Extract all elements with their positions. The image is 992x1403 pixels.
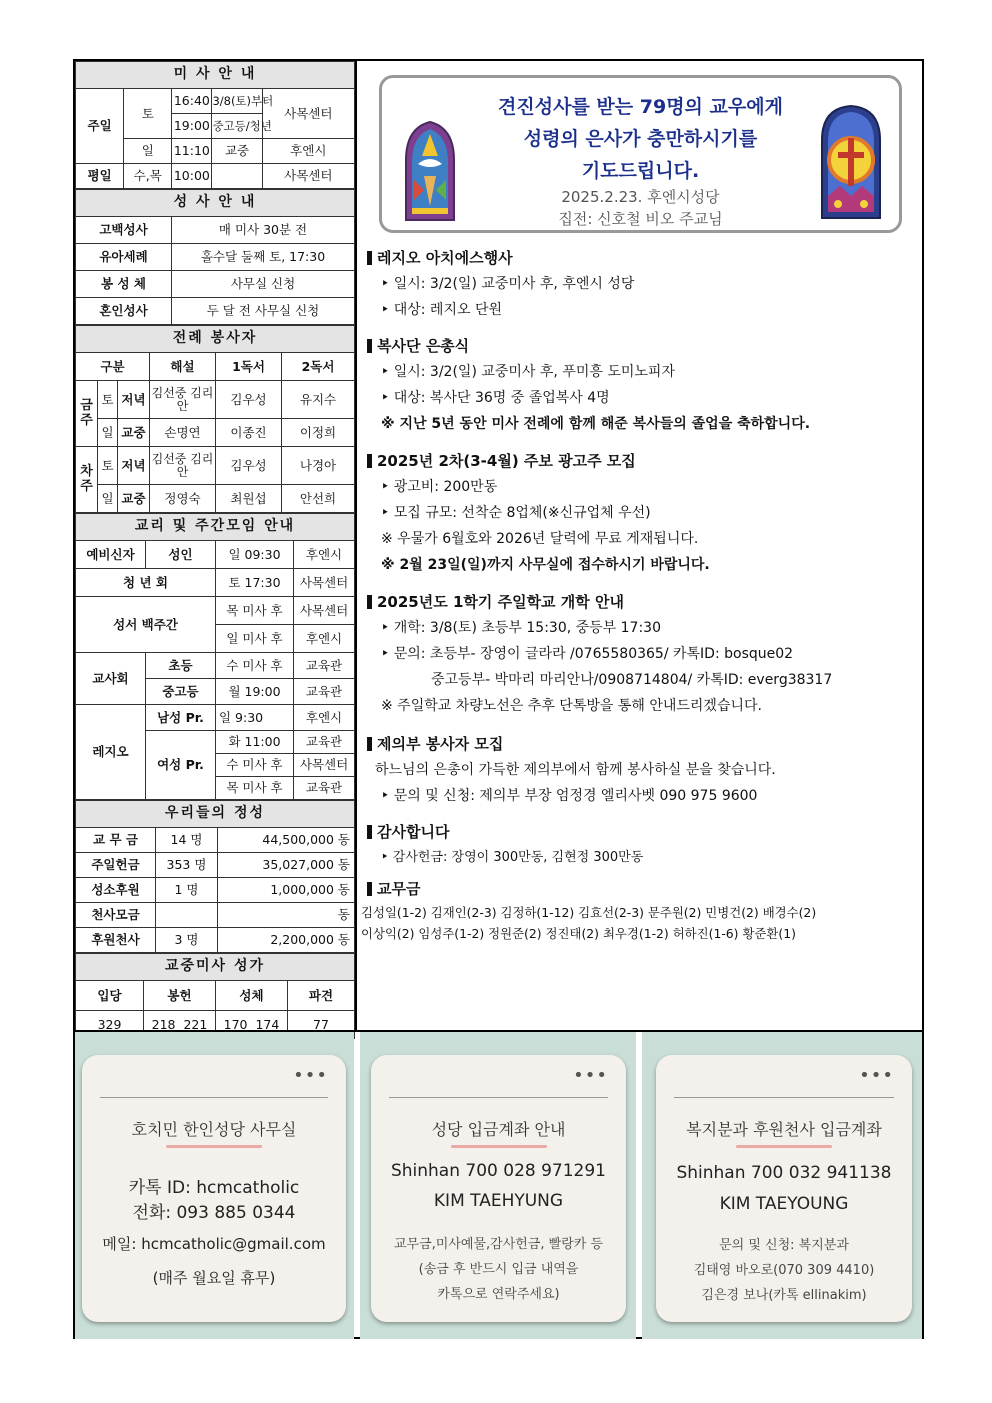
- reader-2: 이정희: [282, 419, 355, 447]
- hymns-table: [75, 953, 355, 1039]
- servers-header: 해설: [150, 353, 216, 381]
- notice-item: 중고등부- 박마리 마리안나/0908714804/ 카톡ID: everg38317: [431, 672, 833, 688]
- mass-place: 후엔시: [262, 139, 354, 164]
- offering-name: 천사모금: [76, 903, 156, 928]
- offering-count: 353 명: [156, 853, 218, 878]
- reader-1: 김우성: [216, 381, 282, 419]
- card-divider: [674, 1097, 894, 1098]
- sacrament-desc: 두 달 전 사무실 신청: [172, 298, 355, 325]
- welfare-account-card: [656, 1055, 912, 1322]
- banner-line-3: 기도드립니다.: [581, 160, 700, 182]
- meeting-place: 사목센터: [294, 569, 355, 597]
- notice-vestry: [367, 731, 776, 809]
- server-kind: 교중: [118, 419, 150, 447]
- next-week-label: 차주: [76, 447, 98, 513]
- meeting-sub: 중고등: [146, 679, 216, 705]
- bulletin-frame: [73, 59, 924, 1339]
- notice-title: 레지오 아치에스행사: [377, 249, 513, 267]
- sacrament-name: 고백성사: [76, 217, 172, 244]
- notice-title: 교무금: [377, 880, 421, 898]
- bank-account: Shinhan 700 032 941138: [676, 1163, 892, 1183]
- panel-office: [75, 1032, 354, 1339]
- card-divider: [100, 1097, 328, 1098]
- servers-header: 구분: [76, 353, 150, 381]
- offerings-title: 우리들의 정성: [76, 801, 355, 828]
- offering-amount: 동: [218, 903, 355, 928]
- notice-item: 하느님의 은총이 가득한 제의부에서 함께 봉사하실 분을 찾습니다.: [375, 762, 776, 778]
- sunday-label: 주일: [76, 89, 124, 164]
- notice-item: ‣ 모집 규모: 선착순 8업체(※신규업체 우선): [381, 505, 651, 521]
- hymns-title: 교중미사 성가: [76, 954, 355, 981]
- notice-item: ‣ 문의 및 신청: 제의부 부장 엄정경 엘리사벳 090 975 9600: [381, 788, 758, 804]
- card-title: 복지분과 후원천사 입금계좌: [686, 1120, 882, 1139]
- notice-title: 복사단 은총식: [377, 337, 470, 355]
- server-day: 토: [98, 447, 118, 485]
- mass-time: 19:00: [172, 114, 212, 139]
- notice-advertisers: [367, 448, 710, 578]
- panel-welfare-account: [642, 1032, 922, 1339]
- dues-list-line: 이상익(2) 임성주(1-2) 정원준(2) 정진태(2) 최우경(1-2) 허하진(1-6) 황준환(1): [361, 926, 796, 941]
- account-note: (송금 후 반드시 입금 내역을: [418, 1262, 579, 1277]
- hymn-number: 218 221: [144, 1011, 216, 1039]
- mass-desc: 3/8(토)부터: [212, 89, 262, 114]
- server-day: 토: [98, 381, 118, 419]
- offering-amount: 35,027,000 동: [218, 853, 355, 878]
- meeting-sub: 초등: [146, 653, 216, 679]
- mass-time: 10:00: [172, 164, 212, 189]
- sacraments-table: [75, 189, 355, 325]
- sacrament-desc: 사무실 신청: [172, 271, 355, 298]
- meetings-title: 교리 및 주간모임 안내: [76, 514, 355, 541]
- sacrament-name: 혼인성사: [76, 298, 172, 325]
- account-note: 카톡으로 연락주세요): [437, 1287, 560, 1302]
- notice-item: ‣ 개학: 3/8(토) 초등부 15:30, 중등부 17:30: [381, 620, 661, 636]
- offerings-table: [75, 800, 355, 953]
- server-kind: 교중: [118, 485, 150, 513]
- meeting-sub: 여성 Pr.: [146, 731, 216, 800]
- meetings-table: [75, 513, 355, 800]
- mass-day: 일: [124, 139, 172, 164]
- meeting-place: 후엔시: [294, 541, 355, 569]
- meeting-place: 교육관: [294, 653, 355, 679]
- mass-place: 사목센터: [262, 89, 354, 139]
- reader-1: 최원섭: [216, 485, 282, 513]
- right-column: [357, 61, 924, 1030]
- server-kind: 저녁: [118, 381, 150, 419]
- sacrament-desc: 매 미사 30분 전: [172, 217, 355, 244]
- meeting-time: 월 19:00: [216, 679, 294, 705]
- mass-desc: [212, 164, 262, 189]
- contact-note: 문의 및 신청: 복지분과: [719, 1238, 849, 1253]
- offering-amount: 2,200,000 동: [218, 928, 355, 953]
- meeting-time: 일 09:30: [216, 541, 294, 569]
- server-day: 일: [98, 485, 118, 513]
- notice-title: 2025년 2차(3-4월) 주보 광고주 모집: [377, 452, 636, 470]
- sacraments-title: 성 사 안 내: [76, 190, 355, 217]
- servers-header: 2독서: [282, 353, 355, 381]
- kakao-id: 카톡 ID: hcmcatholic: [128, 1178, 300, 1198]
- servers-table: [75, 325, 355, 513]
- mass-day: 수,목: [124, 164, 172, 189]
- meeting-time: 수 미사 후: [216, 754, 294, 777]
- card-title: 성당 입금계좌 안내: [431, 1120, 566, 1139]
- offering-amount: 44,500,000 동: [218, 828, 355, 853]
- offering-name: 주일헌금: [76, 853, 156, 878]
- contact-person: 김은경 보나(카톡 ellinakim): [701, 1288, 867, 1303]
- church-account-card: [371, 1055, 626, 1322]
- reader-2: 나경아: [282, 447, 355, 485]
- notice-thanks: [367, 819, 643, 871]
- phone: 전화: 093 885 0344: [132, 1203, 296, 1223]
- server-day: 일: [98, 419, 118, 447]
- mass-desc: 교중: [212, 139, 262, 164]
- offering-name: 성소후원: [76, 878, 156, 903]
- meeting-place: 교육관: [294, 679, 355, 705]
- meeting-time: 목 미사 후: [216, 597, 294, 625]
- meeting-time: 일 9:30: [216, 705, 294, 731]
- title-underline: [166, 1145, 262, 1148]
- reader-1: 이종진: [216, 419, 282, 447]
- meeting-place: 교육관: [294, 777, 355, 800]
- meeting-place: 교육관: [294, 731, 355, 754]
- hymn-number: 170 174: [216, 1011, 288, 1039]
- mass-place: 사목센터: [262, 164, 354, 189]
- notice-item: ※ 2월 23일(일)까지 사무실에 접수하시기 바랍니다.: [381, 557, 710, 573]
- mass-time: 16:40: [172, 89, 212, 114]
- more-icon[interactable]: •••: [293, 1065, 328, 1086]
- reader-2: 유지수: [282, 381, 355, 419]
- saturday-label: 토: [124, 89, 172, 139]
- notice-dues: [361, 876, 817, 944]
- email[interactable]: 메일: hcmcatholic@gmail.com: [102, 1235, 326, 1253]
- notice-item: ※ 우물가 6월호와 2026년 달력에 무료 게재됩니다.: [381, 531, 699, 547]
- hymn-header: 봉헌: [144, 981, 216, 1011]
- offering-count: 14 명: [156, 828, 218, 853]
- meeting-sub: 성인: [146, 541, 216, 569]
- meeting-name: 레지오: [76, 705, 146, 800]
- meeting-place: 사목센터: [294, 754, 355, 777]
- hymn-number: 329: [76, 1011, 144, 1039]
- office-card: [82, 1055, 346, 1322]
- left-column: [75, 61, 357, 1030]
- weekday-label: 평일: [76, 164, 124, 189]
- offering-amount: 1,000,000 동: [218, 878, 355, 903]
- offering-name: 교 무 금: [76, 828, 156, 853]
- meeting-name: 성서 백주간: [76, 597, 216, 653]
- meeting-time: 수 미사 후: [216, 653, 294, 679]
- meeting-name: 청 년 회: [76, 569, 216, 597]
- meeting-name: 교사회: [76, 653, 146, 705]
- notice-item: ‣ 문의: 초등부- 장영이 글라라 /0765580365/ 카톡ID: bosque02: [381, 646, 794, 662]
- servers-header: 1독서: [216, 353, 282, 381]
- notice-item: ‣ 광고비: 200만동: [381, 479, 498, 495]
- hymn-number: 77: [288, 1011, 355, 1039]
- server-kind: 저녁: [118, 447, 150, 485]
- offering-count: 3 명: [156, 928, 218, 953]
- more-icon[interactable]: •••: [573, 1065, 608, 1086]
- notice-title: 감사합니다: [377, 823, 450, 841]
- panel-church-account: [360, 1032, 636, 1339]
- this-week-label: 금주: [76, 381, 98, 447]
- notice-item: ※ 지난 5년 동안 미사 전례에 함께 해준 복사들의 졸업을 축하합니다.: [381, 416, 811, 432]
- hymn-header: 성체: [216, 981, 288, 1011]
- sacrament-desc: 홀수달 둘째 토, 17:30: [172, 244, 355, 271]
- card-title: 호치민 한인성당 사무실: [131, 1120, 297, 1139]
- title-underline: [736, 1145, 832, 1148]
- mass-time: 11:10: [172, 139, 212, 164]
- sacrament-name: 유아세례: [76, 244, 172, 271]
- title-underline: [451, 1145, 547, 1148]
- card-divider: [389, 1097, 608, 1098]
- account-holder: KIM TAEYOUNG: [719, 1194, 849, 1214]
- notice-altar-servers: [367, 333, 810, 437]
- commentator: 정영숙: [150, 485, 216, 513]
- commentator: 김선중 김리안: [150, 447, 216, 485]
- notice-title: 2025년도 1학기 주일학교 개학 안내: [377, 593, 624, 611]
- servers-title: 전례 봉사자: [76, 326, 355, 353]
- notice-item: ‣ 대상: 복사단 36명 중 졸업복사 4명: [381, 390, 610, 406]
- meeting-sub: 남성 Pr.: [146, 705, 216, 731]
- banner-date: 2025.2.23. 후엔시성당: [561, 188, 720, 206]
- mass-table: [75, 61, 355, 189]
- meeting-time: 목 미사 후: [216, 777, 294, 800]
- notice-item: ‣ 감사헌금: 장영이 300만동, 김현정 300만동: [381, 850, 644, 865]
- confirmation-banner: [379, 75, 902, 233]
- offering-count: 1 명: [156, 878, 218, 903]
- meeting-time: 화 11:00: [216, 731, 294, 754]
- sacrament-name: 봉 성 체: [76, 271, 172, 298]
- meeting-time: 일 미사 후: [216, 625, 294, 653]
- meeting-time: 토 17:30: [216, 569, 294, 597]
- offering-count: [156, 903, 218, 928]
- account-usage: 교무금,미사예물,감사헌금, 빨랑카 등: [393, 1237, 604, 1252]
- notice-item: ※ 주일학교 차량노선은 추후 단톡방을 통해 안내드리겠습니다.: [381, 698, 762, 714]
- meeting-place: 후엔시: [294, 705, 355, 731]
- notice-item: ‣ 일시: 3/2(일) 교중미사 후, 푸미흥 도미노피자: [381, 364, 675, 380]
- notice-title: 제의부 봉사자 모집: [377, 735, 504, 753]
- dues-list-line: 김성일(1-2) 김재인(2-3) 김정하(1-12) 김효선(2-3) 문주원(2) 민병건(2) 배경수(2): [361, 905, 817, 920]
- commentator: 김선중 김리안: [150, 381, 216, 419]
- offering-name: 후원천사: [76, 928, 156, 953]
- bank-account: Shinhan 700 028 971291: [390, 1161, 607, 1181]
- contact-panels: [75, 1030, 922, 1339]
- account-holder: KIM TAEHYUNG: [433, 1191, 564, 1211]
- meeting-name: 예비신자: [76, 541, 146, 569]
- notice-sunday-school: [367, 589, 832, 719]
- notice-item: ‣ 일시: 3/2(일) 교중미사 후, 후엔시 성당: [381, 276, 635, 292]
- commentator: 손명연: [150, 419, 216, 447]
- hymn-header: 파견: [288, 981, 355, 1011]
- contact-person: 김태영 바오로(070 309 4410): [693, 1263, 875, 1278]
- reader-1: 김우성: [216, 447, 282, 485]
- reader-2: 안선희: [282, 485, 355, 513]
- meeting-place: 후엔시: [294, 625, 355, 653]
- notice-item: ‣ 대상: 레지오 단원: [381, 302, 502, 318]
- meeting-place: 사목센터: [294, 597, 355, 625]
- hymn-header: 입당: [76, 981, 144, 1011]
- banner-line-2: 성령의 은사가 충만하시기를: [523, 128, 758, 150]
- mass-desc: 중고등/청년: [212, 114, 262, 139]
- banner-line-1: 견진성사를 받는 79명의 교우에게: [498, 96, 783, 118]
- office-closed-note: (매주 월요일 휴무): [152, 1269, 276, 1287]
- more-icon[interactable]: •••: [859, 1065, 894, 1086]
- banner-celebrant: 집전: 신호철 비오 주교님: [558, 210, 723, 228]
- mass-title: 미 사 안 내: [76, 62, 355, 89]
- notice-legio: [367, 245, 634, 323]
